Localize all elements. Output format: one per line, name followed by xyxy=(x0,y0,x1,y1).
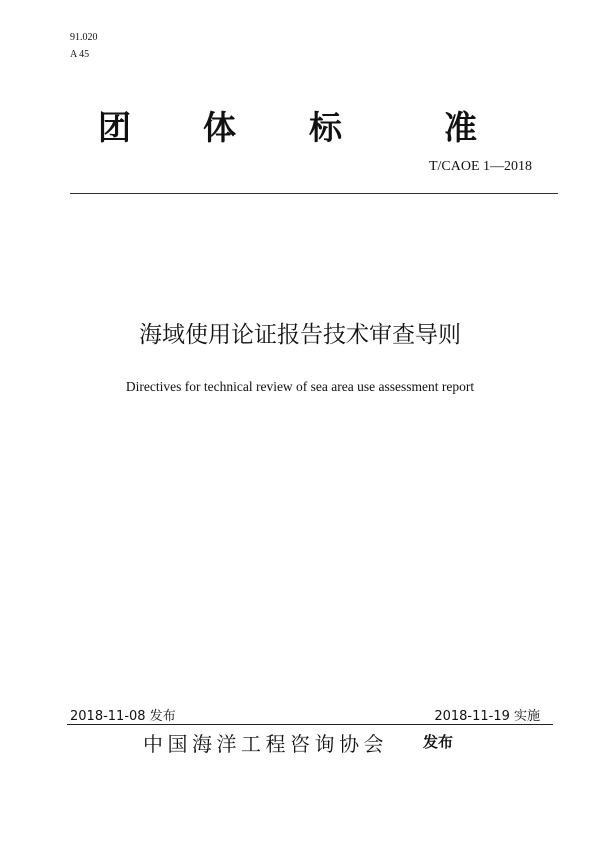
standard-number: T/CAOE 1—2018 xyxy=(428,159,532,174)
document-title-en: Directives for technical review of sea area use assessment report xyxy=(125,379,475,394)
publisher: 中国海洋工程咨询协会 xyxy=(143,732,388,756)
header-divider xyxy=(70,193,558,194)
footer-divider xyxy=(67,724,553,725)
ics-code: 91.020 xyxy=(70,32,98,43)
implement-date: 2018-11-19 实施 xyxy=(434,709,540,724)
publisher-suffix: 发布 xyxy=(423,733,454,751)
document-title-cn: 海域使用论证报告技术审查导则 xyxy=(139,322,461,348)
category-title-char: 体 xyxy=(203,108,236,147)
category-title-char: 团 xyxy=(98,108,131,147)
issue-date: 2018-11-08 发布 xyxy=(70,709,176,724)
ccs-code: A 45 xyxy=(70,49,90,60)
category-title-char: 标 xyxy=(309,108,342,147)
category-title-char: 准 xyxy=(444,108,477,147)
